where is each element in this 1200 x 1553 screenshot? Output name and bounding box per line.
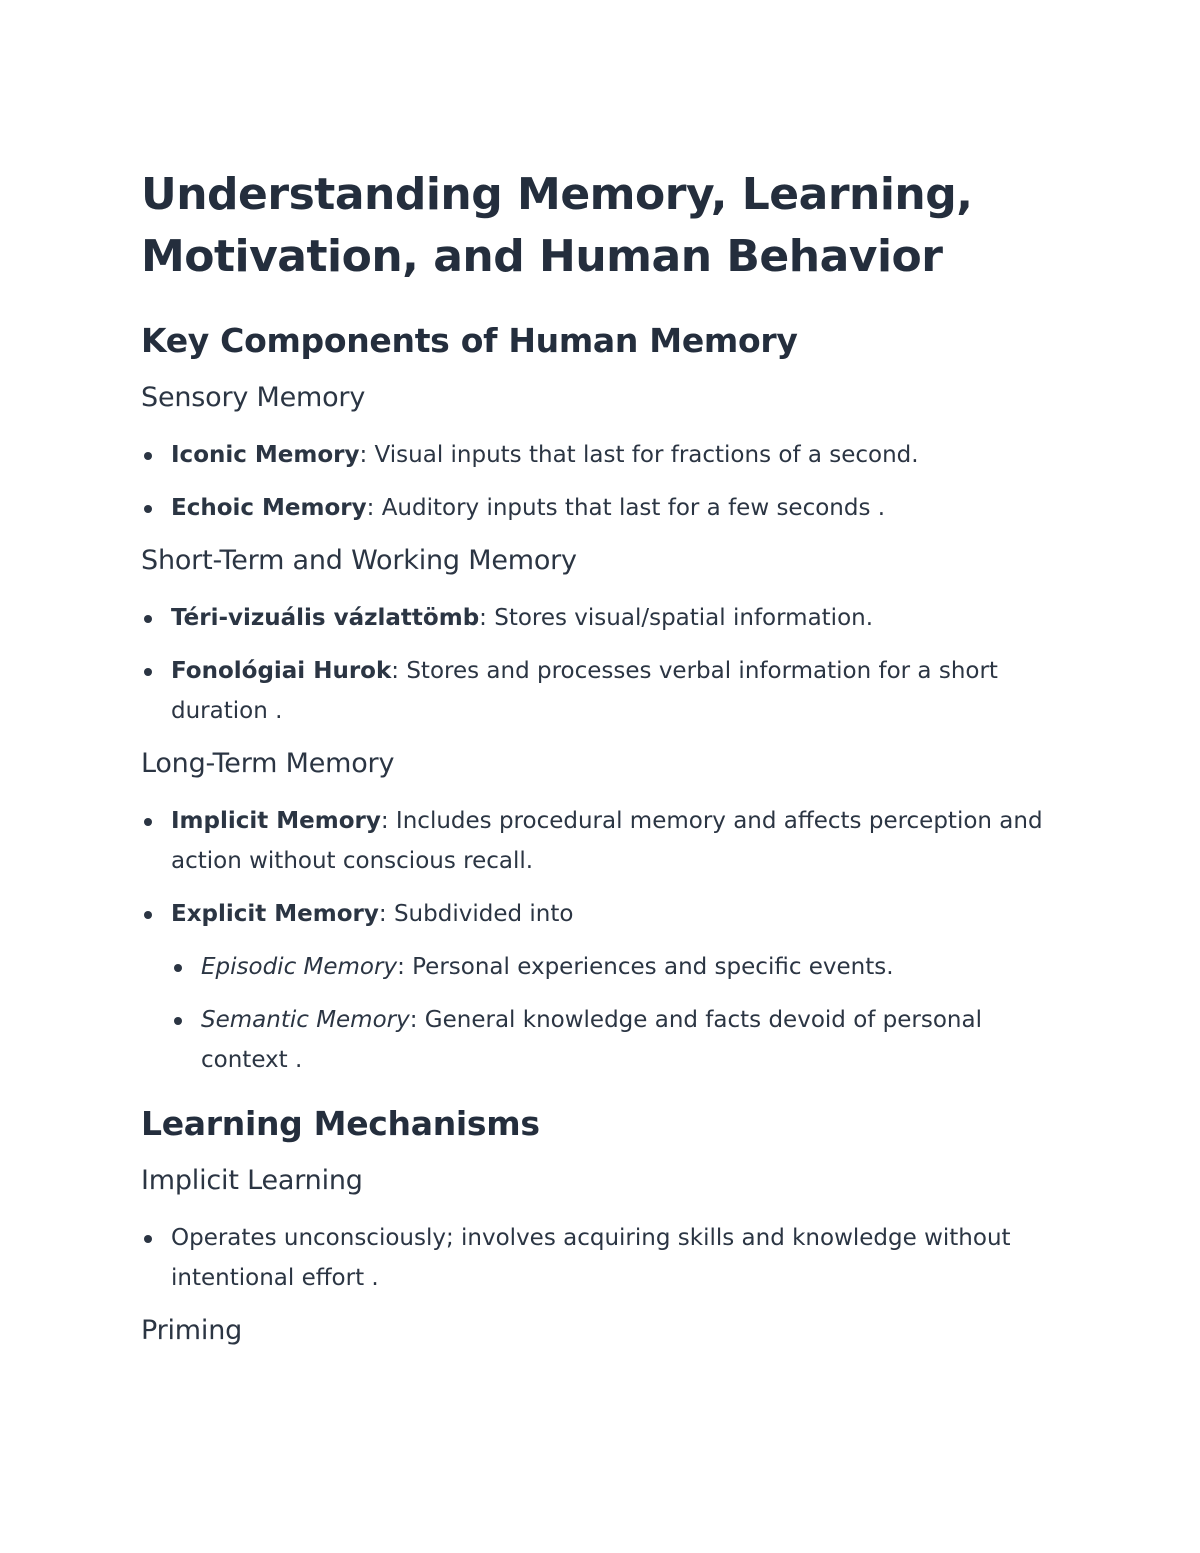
term: Semantic Memory bbox=[201, 1007, 410, 1033]
list-item bbox=[141, 598, 1071, 638]
subheading-priming: Priming bbox=[141, 1315, 243, 1346]
list-item bbox=[171, 1000, 1071, 1080]
section-heading-memory: Key Components of Human Memory bbox=[141, 321, 798, 360]
term: Iconic Memory bbox=[171, 442, 360, 468]
list-item bbox=[141, 651, 1071, 731]
long-term-memory-list bbox=[141, 801, 1071, 1080]
subheading-sensory-memory: Sensory Memory bbox=[141, 382, 366, 413]
definition: : Visual inputs that last for fractions of a second. bbox=[359, 442, 919, 468]
short-term-memory-list bbox=[141, 598, 1071, 731]
document-title: Understanding Memory, Learning, Motivation, and Human Behavior bbox=[141, 169, 973, 282]
term: Fonológiai Hurok bbox=[171, 658, 392, 684]
list-item bbox=[141, 435, 1071, 475]
definition: : Stores visual/spatial information. bbox=[479, 605, 874, 631]
implicit-learning-list bbox=[141, 1218, 1071, 1298]
term: Echoic Memory bbox=[171, 495, 367, 521]
definition: : Personal experiences and specific events. bbox=[397, 954, 894, 980]
definition: : Includes procedural memory and affects perception and action without conscious recall. bbox=[171, 808, 1043, 874]
subheading-short-term-memory: Short-Term and Working Memory bbox=[141, 545, 577, 576]
explicit-memory-sublist bbox=[171, 947, 1071, 1080]
sensory-memory-list bbox=[141, 435, 1071, 528]
list-item bbox=[141, 894, 1071, 1080]
list-item bbox=[141, 801, 1071, 881]
subheading-implicit-learning: Implicit Learning bbox=[141, 1165, 363, 1196]
section-heading-learning: Learning Mechanisms bbox=[141, 1104, 540, 1143]
list-item bbox=[141, 488, 1071, 528]
definition: Operates unconsciously; involves acquiring skills and knowledge without intentional effort . bbox=[171, 1225, 1011, 1291]
term: Episodic Memory bbox=[201, 954, 398, 980]
term: Explicit Memory bbox=[171, 901, 379, 927]
definition: : General knowledge and facts devoid of personal context . bbox=[201, 1007, 982, 1073]
definition: : Stores and processes verbal information for a short duration . bbox=[171, 658, 998, 724]
subheading-long-term-memory: Long-Term Memory bbox=[141, 748, 395, 779]
list-item bbox=[171, 947, 1071, 987]
document-page bbox=[141, 164, 1071, 1346]
definition: : Auditory inputs that last for a few seconds . bbox=[366, 495, 886, 521]
term: Téri-vizuális vázlattömb bbox=[171, 605, 480, 631]
term: Implicit Memory bbox=[171, 808, 381, 834]
definition: : Subdivided into bbox=[378, 901, 574, 927]
list-item bbox=[141, 1218, 1071, 1298]
